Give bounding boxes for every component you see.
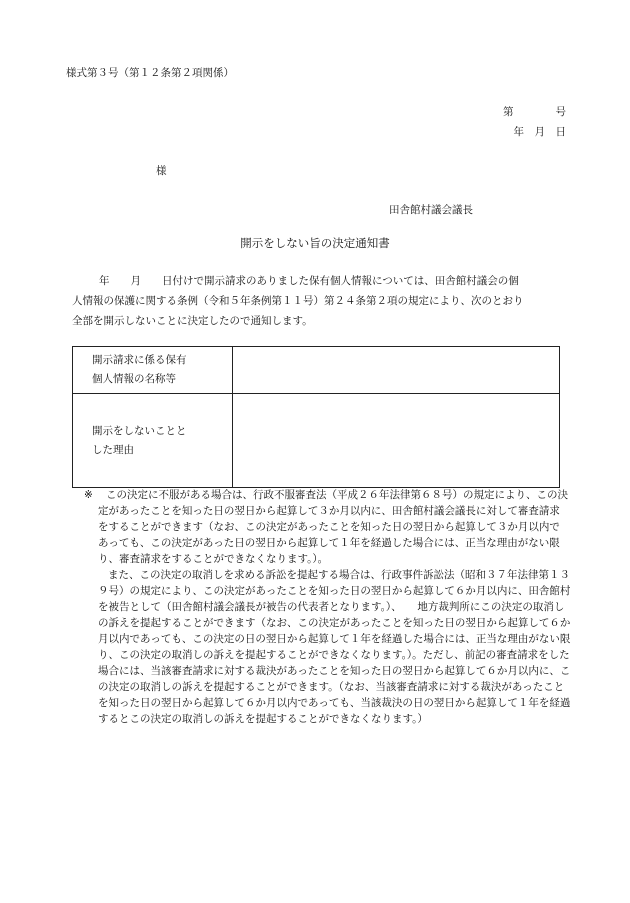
form-label: 様式第３号（第１２条第２項関係） [66,67,234,79]
label-line: 開示請求に係る保有 [92,354,187,366]
table-row [73,347,560,394]
note-line: り、この決定の取消しの訴えを提起することができなくなります。）。ただし、前記の審査請求をした [98,649,570,661]
note-line: の決定の取消しの訴えを提起することができます。（なお、当該審査請求に対する裁決があったこと [98,681,565,693]
note-line: の訴えを提起することができます（なお、この決定があったことを知った日の翌日から起算して６か [98,617,571,629]
note-line: 場合には、当該審査請求に対する裁決があったことを知った日の翌日から起算して６か月以内に、こ [98,665,571,677]
issue-date: 年 月 日 [513,126,566,138]
note-line: をすることができます（なお、この決定があったことを知った日の翌日から起算して３か月以内で [98,521,560,533]
label-line: 個人情報の名称等 [92,373,176,385]
note-line: 定があったことを知った日の翌日から起算して３か月以内に、田舎館村議会議長に対して審査請求 [98,505,560,517]
note-line: あっても、この決定があった日の翌日から起算して１年を経過した場合には、正当な理由がない限 [98,537,560,549]
body-line: 全部を開示しないことに決定したので通知します。 [72,315,313,327]
body-line: 人情報の保護に関する条例（令和５年条例第１１号）第２４条第２項の規定により、次のとおり [72,295,524,307]
document-number: 第 号 [503,106,566,118]
note-line: を知った日の翌日から起算して６か月以内であっても、当該裁決の日の翌日から起算して１年を経過 [98,697,571,709]
label-line: した理由 [92,443,134,456]
table-label-info-name [73,347,233,394]
note-line: するとこの決定の取消しの訴えを提起することができなくなります。） [98,713,428,725]
note-line: り、審査請求をすることができなくなります。）。 [98,553,329,565]
note-line: 月以内であっても、この決定の日の翌日から起算して１年を経過した場合には、正当な理由がない限 [98,633,571,645]
table-row [73,394,560,488]
note-line: を被告として（田舎館村議会議長が被告の代表者となります。）、 地方裁判所にこの決定の取消し [98,601,565,613]
note-line: ９号）の規定により、この決定があったことを知った日の翌日から起算して６か月以内に、田舎館村 [98,585,571,597]
table-value-info-name [233,347,560,394]
information-table [72,346,560,488]
table-label-reason [73,394,233,488]
sender: 田舎館村議会議長 [389,204,473,216]
table-value-reason [233,394,560,488]
document-title: 開示をしない旨の決定通知書 [240,236,390,250]
label-line: 開示をしないことと [92,424,187,437]
note-mark: ※ [84,489,93,501]
body-line: 年 月 日付けで開示請求のありました保有個人情報については、田舎館村議会の個 [99,275,519,287]
note-line: この決定に不服がある場合は、行政不服審査法（平成２６年法律第６８号）の規定により、この決 [106,489,568,501]
addressee: 様 [156,165,167,177]
note-line: また、この決定の取消しを求める訴訟を提起する場合は、行政事件訴訟法（昭和３７年法律第１３ [108,569,570,581]
